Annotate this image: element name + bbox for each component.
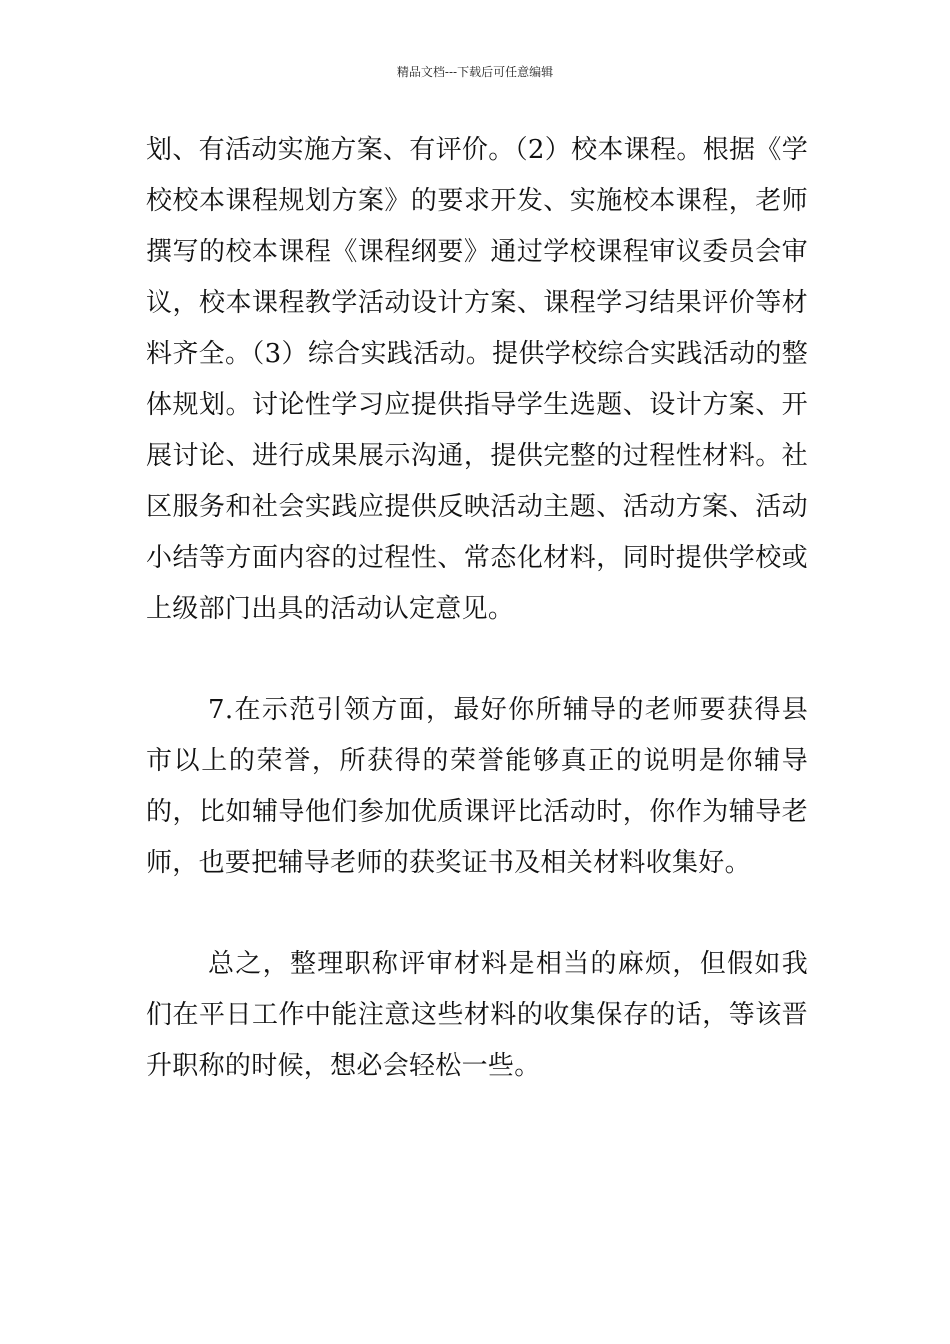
document-body [146, 125, 808, 1092]
page-header: 精品文档---下载后可任意编辑 [396, 65, 554, 79]
paragraph-item-7: 7.在示范引领方面，最好你所辅导的老师要获得县市以上的荣誉，所获得的荣誉能够真正的说明是你辅导的，比如辅导他们参加优质课评比活动时，你作为辅导老师，也要把辅导老师的获奖证书及相关材料收集好。 [146, 695, 808, 878]
paragraph-summary: 总之，整理职称评审材料是相当的麻烦，但假如我们在平日工作中能注意这些材料的收集保存的话，等该晋升职称的时候，想必会轻松一些。 [146, 949, 808, 1081]
paragraph-spacer [146, 635, 808, 685]
paragraph-continued: 划、有活动实施方案、有评价。（2）校本课程。根据《学校校本课程规划方案》的要求开发、实施校本课程，老师撰写的校本课程《课程纲要》通过学校课程审议委员会审议，校本课程教学活动设计方案、课程学习结果评价等材料齐全。（3）综合实践活动。提供学校综合实践活动的整体规划。讨论性学习应提供指导学生选题、设计方案、开展讨论、进行成果展示沟通，提供完整的过程性材料。社区服务和社会实践应提供反映活动主题、活动方案、活动小结等方面内容的过程性、常态化材料，同时提供学校或上级部门出具的活动认定意见。 [146, 135, 808, 624]
paragraph-spacer [146, 889, 808, 939]
